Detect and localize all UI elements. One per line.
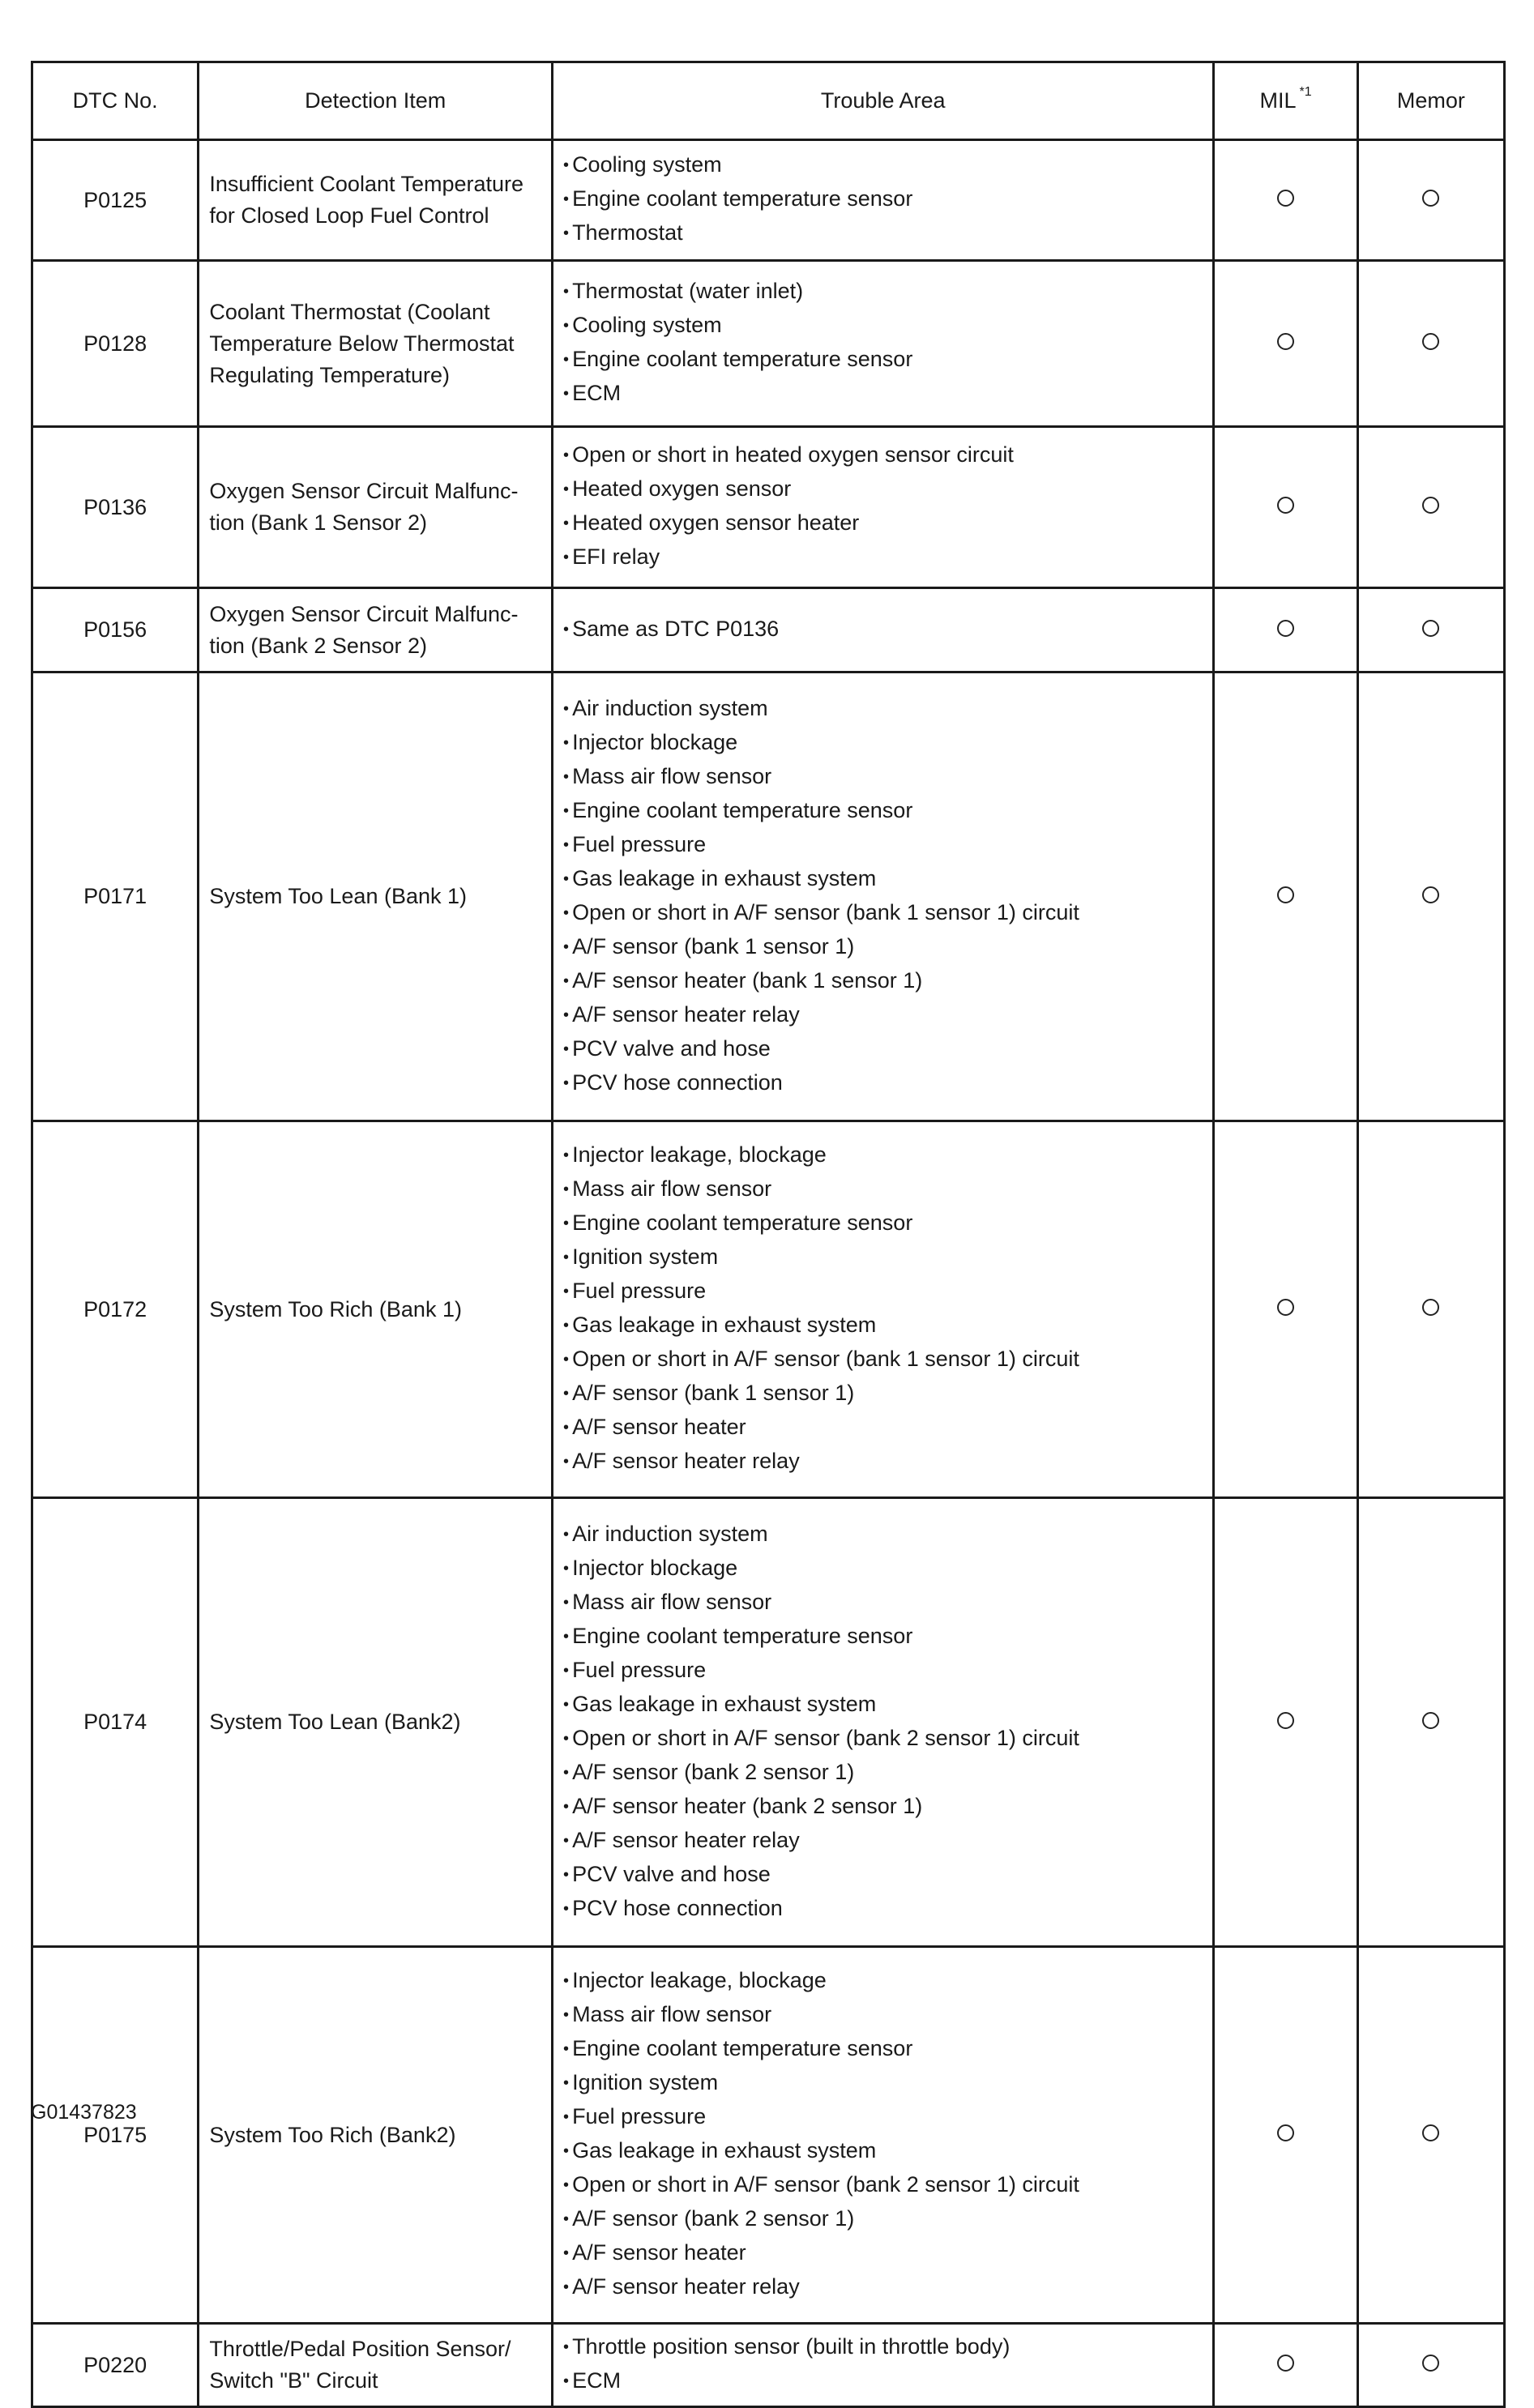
trouble-item: • Injector leakage, blockage [563, 1965, 1204, 1999]
trouble-list [563, 693, 1204, 1101]
trouble-item: • Mass air flow sensor [563, 1999, 1204, 2033]
detection-item [199, 2324, 553, 2407]
trouble-item: • Gas leakage in exhaust system [563, 1689, 1204, 1723]
trouble-item: • Open or short in A/F sensor (bank 1 sensor 1) circuit [563, 1343, 1204, 1377]
mil-circle-icon [1277, 2355, 1294, 2372]
mil-circle-icon [1277, 333, 1294, 350]
trouble-item: • Fuel pressure [563, 1275, 1204, 1309]
dtc-code: P0174 [32, 1498, 199, 1947]
detection-item-line: Oxygen Sensor Circuit Malfunc- [209, 479, 519, 503]
detection-item [199, 588, 553, 672]
trouble-item: • Heated oxygen sensor [563, 473, 1204, 507]
detection-item [199, 261, 553, 427]
trouble-item: • A/F sensor (bank 2 sensor 1) [563, 1757, 1204, 1791]
detection-item [199, 1121, 553, 1498]
trouble-item: • Open or short in A/F sensor (bank 2 sensor 1) circuit [563, 1723, 1204, 1757]
mil-circle-icon [1277, 497, 1294, 514]
mil-circle-icon [1277, 1299, 1294, 1316]
trouble-item: • Fuel pressure [563, 1654, 1204, 1689]
trouble-item: • A/F sensor (bank 2 sensor 1) [563, 2203, 1204, 2237]
trouble-item: • PCV hose connection [563, 1893, 1204, 1927]
dtc-code: P0156 [32, 588, 199, 672]
header-dtc: DTC No. [32, 62, 199, 140]
dtc-code: P0128 [32, 261, 199, 427]
trouble-item: • A/F sensor heater relay [563, 1445, 1204, 1479]
detection-item-line: Oxygen Sensor Circuit Malfunc- [209, 601, 519, 626]
mil-cell [1214, 2324, 1357, 2407]
trouble-item: • Open or short in A/F sensor (bank 2 sensor 1) circuit [563, 2169, 1204, 2203]
trouble-area [553, 140, 1214, 261]
trouble-item: • Same as DTC P0136 [563, 613, 1204, 647]
memory-cell [1357, 1121, 1504, 1498]
detection-item [199, 1947, 553, 2324]
mil-footnote-mark: *1 [1299, 85, 1312, 99]
trouble-item: • Cooling system [563, 149, 1204, 183]
memory-cell [1357, 261, 1504, 427]
dtc-code: P0172 [32, 1121, 199, 1498]
trouble-item: • A/F sensor heater [563, 2237, 1204, 2271]
trouble-item: • Air induction system [563, 693, 1204, 727]
table-row [32, 140, 1505, 261]
trouble-item: • Thermostat [563, 217, 1204, 251]
trouble-item: • Gas leakage in exhaust system [563, 863, 1204, 897]
mil-circle-icon [1277, 1712, 1294, 1729]
detection-item-line: Insufficient Coolant Temperature [209, 172, 524, 196]
trouble-item: • Injector blockage [563, 727, 1204, 761]
trouble-item: • Ignition system [563, 1241, 1204, 1275]
mil-circle-icon [1277, 190, 1294, 207]
trouble-item: • PCV hose connection [563, 1067, 1204, 1101]
trouble-item: • Mass air flow sensor [563, 1586, 1204, 1620]
memory-circle-icon [1422, 2355, 1439, 2372]
detection-item [199, 1498, 553, 1947]
trouble-area [553, 588, 1214, 672]
trouble-item: • Engine coolant temperature sensor [563, 795, 1204, 829]
mil-circle-icon [1277, 886, 1294, 903]
detection-item [199, 672, 553, 1121]
detection-item-line: System Too Lean (Bank2) [209, 1710, 461, 1734]
trouble-item: • Heated oxygen sensor heater [563, 507, 1204, 541]
detection-item-line: Temperature Below Thermostat [209, 331, 515, 356]
trouble-area [553, 1947, 1214, 2324]
table-row [32, 1121, 1505, 1498]
trouble-item: • Injector leakage, blockage [563, 1139, 1204, 1173]
mil-cell [1214, 1947, 1357, 2324]
mil-cell [1214, 261, 1357, 427]
trouble-item: • ECM [563, 378, 1204, 412]
detection-item-line: System Too Lean (Bank 1) [209, 884, 467, 908]
trouble-list [563, 2331, 1204, 2399]
memory-circle-icon [1422, 886, 1439, 903]
table-row [32, 2324, 1505, 2407]
trouble-item: • Gas leakage in exhaust system [563, 1309, 1204, 1343]
mil-cell [1214, 588, 1357, 672]
trouble-item: • Fuel pressure [563, 2101, 1204, 2135]
trouble-item: • ECM [563, 2365, 1204, 2399]
memory-cell [1357, 427, 1504, 588]
memory-cell [1357, 140, 1504, 261]
memory-circle-icon [1422, 497, 1439, 514]
trouble-item: • Mass air flow sensor [563, 761, 1204, 795]
detection-item-line: tion (Bank 1 Sensor 2) [209, 510, 427, 535]
trouble-area [553, 2324, 1214, 2407]
detection-item-line: tion (Bank 2 Sensor 2) [209, 633, 427, 658]
memory-cell [1357, 672, 1504, 1121]
detection-item [199, 140, 553, 261]
header-detection-item: Detection Item [199, 62, 553, 140]
trouble-item: • Engine coolant temperature sensor [563, 344, 1204, 378]
figure-id: G01437823 [31, 2101, 137, 2124]
trouble-item: • A/F sensor heater relay [563, 999, 1204, 1033]
trouble-list [563, 439, 1204, 575]
trouble-area [553, 672, 1214, 1121]
mil-cell [1214, 1121, 1357, 1498]
header-trouble-area: Trouble Area [553, 62, 1214, 140]
trouble-list [563, 149, 1204, 251]
dtc-table [31, 61, 1506, 2408]
trouble-item: • A/F sensor heater [563, 1411, 1204, 1445]
trouble-item: • Engine coolant temperature sensor [563, 2033, 1204, 2067]
trouble-list [563, 275, 1204, 412]
table-row [32, 427, 1505, 588]
detection-item-line: Throttle/Pedal Position Sensor/ [209, 2337, 511, 2361]
trouble-item: • PCV valve and hose [563, 1859, 1204, 1893]
mil-cell [1214, 427, 1357, 588]
dtc-code: P0171 [32, 672, 199, 1121]
trouble-item: • A/F sensor heater (bank 2 sensor 1) [563, 1791, 1204, 1825]
mil-circle-icon [1277, 2124, 1294, 2141]
trouble-area [553, 1498, 1214, 1947]
trouble-list [563, 1965, 1204, 2305]
trouble-item: • Thermostat (water inlet) [563, 275, 1204, 310]
trouble-item: • Open or short in A/F sensor (bank 1 sensor 1) circuit [563, 897, 1204, 931]
detection-item-line: System Too Rich (Bank 1) [209, 1296, 462, 1321]
trouble-item: • PCV valve and hose [563, 1033, 1204, 1067]
detection-item-line: Switch "B" Circuit [209, 2368, 378, 2393]
mil-cell [1214, 672, 1357, 1121]
trouble-item: • Open or short in heated oxygen sensor circuit [563, 439, 1204, 473]
trouble-item: • A/F sensor (bank 1 sensor 1) [563, 1377, 1204, 1411]
trouble-item: • Gas leakage in exhaust system [563, 2135, 1204, 2169]
dtc-code: P0175 [32, 1947, 199, 2324]
mil-cell [1214, 1498, 1357, 1947]
table-row [32, 261, 1505, 427]
trouble-item: • Cooling system [563, 310, 1204, 344]
trouble-item: • Engine coolant temperature sensor [563, 1620, 1204, 1654]
memory-cell [1357, 1498, 1504, 1947]
memory-circle-icon [1422, 2124, 1439, 2141]
memory-cell [1357, 588, 1504, 672]
trouble-item: • Mass air flow sensor [563, 1173, 1204, 1207]
trouble-area [553, 261, 1214, 427]
trouble-item: • A/F sensor (bank 1 sensor 1) [563, 931, 1204, 965]
memory-cell [1357, 2324, 1504, 2407]
header-mil: MIL $^{*1}$ [1214, 62, 1357, 140]
header-memory: Memor [1357, 62, 1504, 140]
detection-item [199, 427, 553, 588]
header-row [32, 62, 1505, 140]
table-row [32, 588, 1505, 672]
mil-circle-icon [1277, 620, 1294, 637]
trouble-item: • Air induction system [563, 1518, 1204, 1552]
trouble-list [563, 1139, 1204, 1479]
trouble-area [553, 1121, 1214, 1498]
trouble-item: • Engine coolant temperature sensor [563, 183, 1204, 217]
table-row [32, 672, 1505, 1121]
dtc-code: P0125 [32, 140, 199, 261]
detection-item-line: for Closed Loop Fuel Control [209, 203, 489, 228]
trouble-item: • Fuel pressure [563, 829, 1204, 863]
trouble-item: • Ignition system [563, 2067, 1204, 2101]
trouble-list [563, 1518, 1204, 1927]
trouble-list [563, 613, 1204, 647]
memory-circle-icon [1422, 333, 1439, 350]
detection-item-line: Coolant Thermostat (Coolant [209, 299, 490, 324]
detection-item-line: Regulating Temperature) [209, 362, 450, 387]
memory-circle-icon [1422, 620, 1439, 637]
trouble-area [553, 427, 1214, 588]
dtc-code: P0136 [32, 427, 199, 588]
trouble-item: • A/F sensor heater (bank 1 sensor 1) [563, 965, 1204, 999]
dtc-code: P0220 [32, 2324, 199, 2407]
memory-circle-icon [1422, 1299, 1439, 1316]
trouble-item: • Injector blockage [563, 1552, 1204, 1586]
trouble-item: • Throttle position sensor (built in throttle body) [563, 2331, 1204, 2365]
trouble-item: • Engine coolant temperature sensor [563, 1207, 1204, 1241]
table-row [32, 1498, 1505, 1947]
memory-cell [1357, 1947, 1504, 2324]
trouble-item: • EFI relay [563, 541, 1204, 575]
detection-item-line: System Too Rich (Bank2) [209, 2122, 456, 2147]
trouble-item: • A/F sensor heater relay [563, 1825, 1204, 1859]
mil-cell [1214, 140, 1357, 261]
trouble-item: • A/F sensor heater relay [563, 2271, 1204, 2305]
memory-circle-icon [1422, 190, 1439, 207]
memory-circle-icon [1422, 1712, 1439, 1729]
table-row [32, 1947, 1505, 2324]
